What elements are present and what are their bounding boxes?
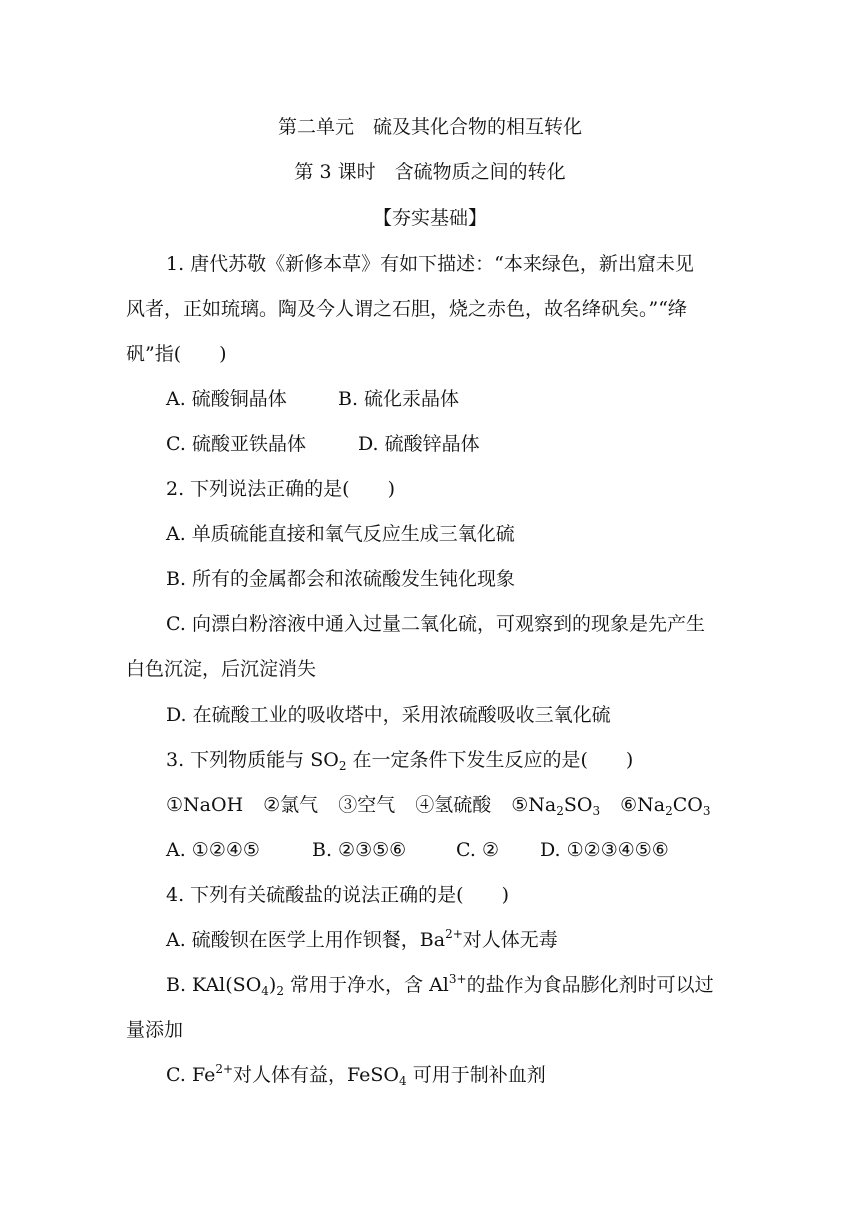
q3-item-5: $⑤Na_2SO_3$ bbox=[511, 794, 601, 818]
q1-stem-line3: 矾”指( ) bbox=[126, 343, 227, 365]
q1-option-a: A. 硫酸铜晶体 bbox=[166, 388, 287, 410]
q3-option-b: B. ②③⑤⑥ bbox=[312, 839, 407, 861]
q4-option-a: A. 硫酸钡在医学上用作钡餐，$Ba^{2+}$对人体无毒 bbox=[166, 927, 558, 951]
q3-item-3: ③空气 bbox=[338, 794, 396, 816]
q2-option-d: D. 在硫酸工业的吸收塔中，采用浓硫酸吸收三氧化硫 bbox=[166, 704, 611, 726]
q4-stem: 4. 下列有关硫酸盐的说法正确的是( ) bbox=[166, 884, 509, 906]
q3-items bbox=[166, 793, 711, 817]
q1-stem-line1: 1. 唐代苏敬《新修本草》有如下描述：“本来绿色，新出窟未见 bbox=[166, 253, 694, 275]
q3-stem bbox=[166, 748, 633, 772]
q3-item-2: ②氯气 bbox=[263, 794, 319, 816]
q2-option-c-line2: 白色沉淀，后沉淀消失 bbox=[126, 658, 317, 680]
q1-option-d: D. 硫酸锌晶体 bbox=[358, 433, 480, 455]
q2-option-c-line1: C. 向漂白粉溶液中通入过量二氧化硫，可观察到的现象是先产生 bbox=[166, 613, 705, 635]
q2-option-b: B. 所有的金属都会和浓硫酸发生钝化现象 bbox=[166, 568, 516, 590]
q4-option-c: C. $Fe^{2+}$对人体有益，FeSO$_4$ 可用于制补血剂 bbox=[166, 1062, 546, 1088]
q1-option-b: B. 硫化汞晶体 bbox=[338, 388, 460, 410]
unit-title: 第二单元 硫及其化合物的相互转化 bbox=[277, 116, 582, 138]
q2-option-a: A. 单质硫能直接和氧气反应生成三氧化硫 bbox=[166, 523, 515, 545]
lesson-title: 第 3 课时 含硫物质之间的转化 bbox=[294, 161, 566, 183]
q4-option-b-line1: B. $KAl(SO_4)_2$ 常用于净水，含 $Al^{3+}$的盐作为食品膨化剂时可以过 bbox=[166, 972, 714, 998]
q3-option-c: C. ② bbox=[456, 839, 499, 861]
q3-stem-pre: 3. 下列物质能与 SO bbox=[166, 749, 339, 771]
section-title: 【夯实基础】 bbox=[372, 207, 487, 229]
q1-stem-line2: 风者，正如琉璃。陶及今人谓之石胆，烧之赤色，故名绛矾矣。”“绛 bbox=[126, 298, 687, 320]
q4-option-b-line2: 量添加 bbox=[126, 1019, 184, 1041]
q3-stem-sub: 2 bbox=[338, 759, 347, 773]
q3-item-4: ④氢硫酸 bbox=[415, 794, 492, 816]
q2-stem: 2. 下列说法正确的是( ) bbox=[166, 478, 395, 500]
q3-option-d: D. ①②③④⑤⑥ bbox=[540, 839, 669, 861]
q1-option-c: C. 硫酸亚铁晶体 bbox=[166, 433, 306, 455]
q3-item-6: $⑥Na_2CO_3$ bbox=[620, 794, 711, 818]
q3-option-a: A. ①②④⑤ bbox=[166, 839, 260, 861]
q3-item-1: ①NaOH bbox=[166, 794, 244, 816]
q3-stem-post: 在一定条件下发生反应的是( ) bbox=[346, 749, 634, 771]
